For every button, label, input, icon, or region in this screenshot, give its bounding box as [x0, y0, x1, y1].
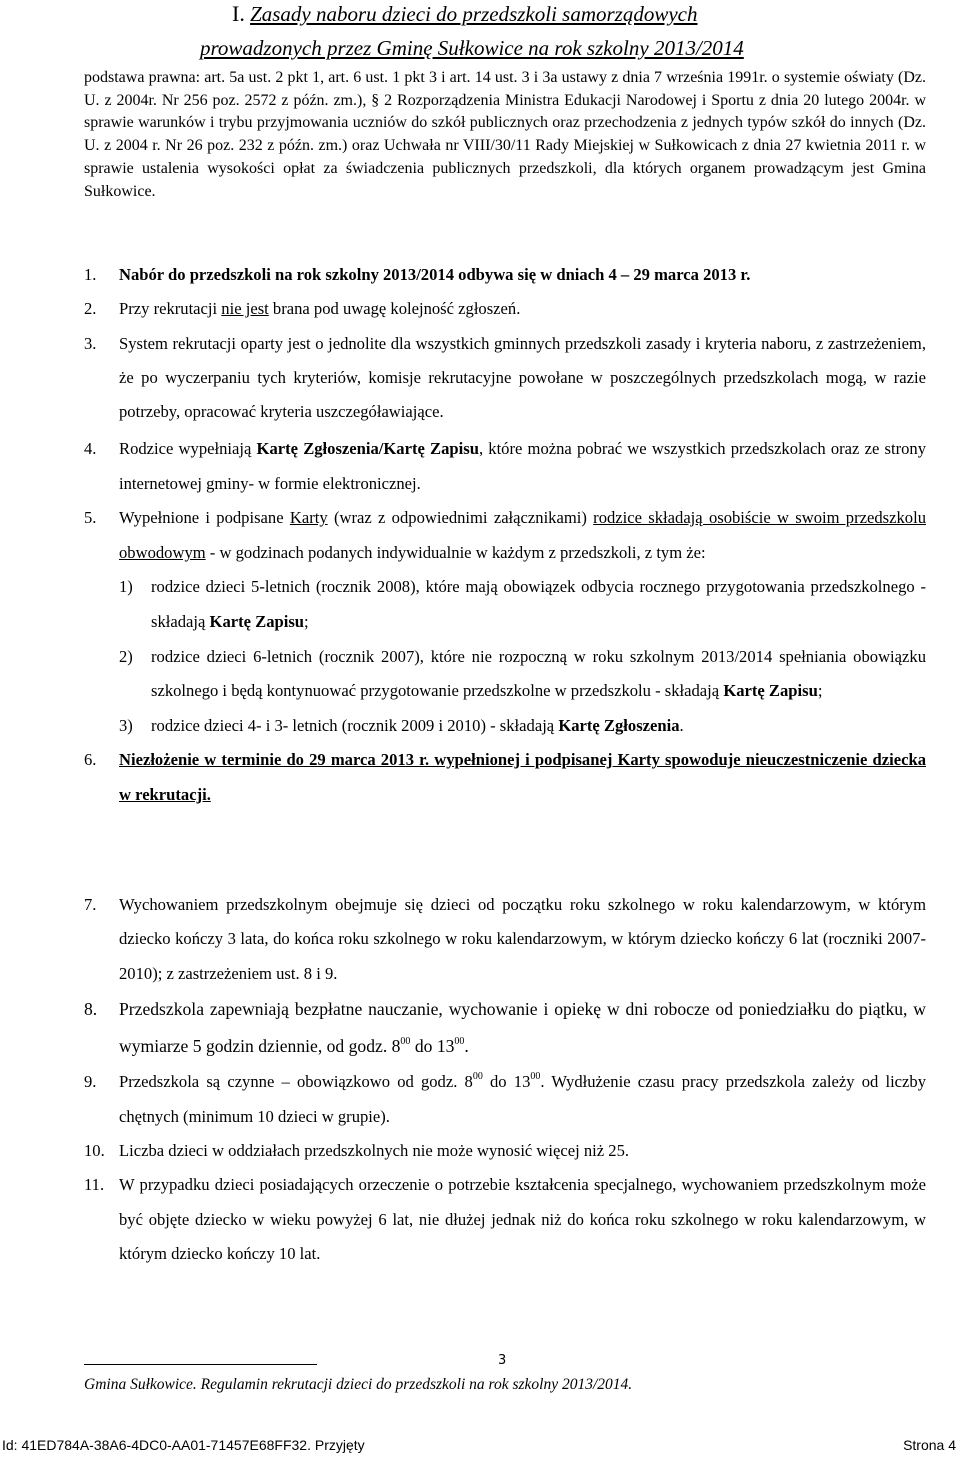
- legal-basis: podstawa prawna: art. 5a ust. 2 pkt 1, art. 6 ust. 1 pkt 3 i art. 14 ust. 3 i 3a ustawy z dnia 7 września 1991r. o systemie oświaty (Dz. U. z 2004r. Nr 256 poz. 2572 z późn. zm.), § 2 Rozporządzenia Ministra Edukacji Narodowej i Sportu z dnia 20 lutego 2004r. w sprawie warunków i trybu przyjmowania uczniów do szkół publicznych oraz przechodzenia z jednych typów szkół do innych (Dz. U. z 2004 r. Nr 26 poz. 232 z późn. zm.) oraz Uchwała nr VIII/30/11 Rady Miejskiej w Sułkowicach z dnia 27 kwietnia 2011 r. w sprawie ustalenia wysokości opłat za świadczenia publicznych przedszkoli, dla których organem prowadzącym jest Gmina Sułkowice.: [84, 69, 926, 200]
- rule-number: 7.: [84, 895, 97, 914]
- rule-9: 9. Przedszkola są czynne – obowiązkowo od godz. $8^{00}$ do $13^{00}$. Wydłużenie czasu pracy przedszkola zależy od liczby chętnych (minimum 10 dzieci w grupie).: [84, 1065, 926, 1134]
- sub-number: 1): [119, 577, 133, 597]
- rule-text: Wychowaniem przedszkolnym obejmuje się dzieci od początku roku szkolnego w roku kalendarzowym, w którym dziecko kończy 3 lata, do końca roku szkolnego w roku kalendarzowym, w którym dziecko kończy 6 lat (roczniki 2007-2010); z zastrzeżeniem ust. 8 i 9.: [119, 895, 926, 983]
- sub-number: 3): [119, 715, 133, 735]
- rule-3: [84, 327, 926, 430]
- rule-5-sub-1: 1) rodzice dzieci 5-letnich (rocznik 2008), które mają obowiązek odbycia rocznego przygotowania przedszkolnego - składają Kartę Zapisu;: [84, 570, 926, 639]
- rule-1: [84, 258, 926, 292]
- rule-number: 11.: [84, 1175, 105, 1195]
- rule-number: 9.: [84, 1072, 97, 1092]
- rule-5-sub-3: 3) rodzice dzieci 4- i 3- letnich (rocznik 2009 i 2010) - składają Kartę Zgłoszenia.: [84, 709, 926, 744]
- document-id: Id: 41ED784A-38A6-4DC0-AA01-71457E68FF32. Przyjęty: [2, 1437, 365, 1453]
- section-numeral: I.: [232, 1, 245, 26]
- submission-rule: rodzice składają osobiście w swoim przedszkolu obwodowym: [119, 508, 926, 562]
- page-number: 3: [498, 1353, 507, 1368]
- rule-number: 1.: [84, 265, 97, 284]
- footer-text: Gmina Sułkowice. Regulamin rekrutacji dzieci do przedszkoli na rok szkolny 2013/2014.: [84, 1376, 633, 1393]
- rule-11: [84, 1168, 926, 1271]
- emphasis-not: nie jest: [221, 299, 269, 319]
- card-name: Kartę Zgłoszenia/Kartę Zapisu: [256, 439, 479, 458]
- rule-number: 10.: [84, 1141, 105, 1161]
- rule-text: W przypadku dzieci posiadających orzeczenie o potrzebie kształcenia specjalnego, wychowaniem przedszkolnym może być objęte dziecko w wieku powyżej 6 lat, nie dłużej jednak niż do końca roku szkolnego w roku kalendarzowym, w którym dziecko kończy 10 lat.: [119, 1175, 926, 1264]
- rule-4: 4. Rodzice wypełniają Kartę Zgłoszenia/Kartę Zapisu, które można pobrać we wszystkich przedszkolach oraz ze strony internetowej gminy- w formie elektronicznej.: [84, 432, 926, 501]
- cards-word: Karty: [289, 508, 328, 528]
- rule-number: 2.: [84, 299, 97, 319]
- rule-7: [84, 888, 926, 991]
- rule-8: 8. Przedszkola zapewniają bezpłatne nauczanie, wychowanie i opiekę w dni robocze od poniedziałku do piątku, w wymiarze 5 godzin dziennie, od godz. $8^{00}$ do $13^{00}$.: [84, 991, 926, 1065]
- rule-5: 5. Wypełnione i podpisane Karty (wraz z odpowiednimi załącznikami) rodzice składają osobiście w swoim przedszkolu obwodowym - w godzinach podanych indywidualnie w każdym z przedszkoli, z tym że:: [84, 501, 926, 570]
- footer-divider: [84, 1364, 317, 1365]
- rule-number: 6.: [84, 750, 97, 770]
- rule-text: System rekrutacji oparty jest o jednolite dla wszystkich gminnych przedszkoli zasady i kryteria naboru, z zastrzeżeniem, że po wyczerpaniu tych kryteriów, komisje rekrutacyjne powołane w poszczególnych przedszkolach mogą, w razie potrzeby, opracować kryteria uszczegóławiające.: [119, 333, 926, 422]
- sub-number: 2): [119, 646, 133, 666]
- rule-number: 5.: [84, 508, 97, 528]
- rule-text: Nabór do przedszkoli na rok szkolny 2013/2014 odbywa się w dniach 4 – 29 marca 2013 r.: [119, 265, 751, 284]
- section-title: [232, 0, 698, 28]
- title-line-1: Zasady naboru dzieci do przedszkoli samorządowych: [250, 2, 698, 26]
- rule-number: 3.: [84, 333, 97, 353]
- title-line-2: prowadzonych przez Gminę Sułkowice na rok szkolny 2013/2014: [200, 36, 744, 60]
- rule-2: 2. Przy rekrutacji nie jest brana pod uwagę kolejność zgłoszeń.: [84, 292, 926, 326]
- document-page-label: Strona 4: [903, 1437, 956, 1453]
- rule-text: Liczba dzieci w oddziałach przedszkolnych nie może wynosić więcej niż 25.: [119, 1141, 630, 1161]
- rule-text: Niezłożenie w terminie do 29 marca 2013 r. wypełnionej i podpisanej Karty spowoduje nieuczestniczenie dziecka w rekrutacji.: [119, 750, 926, 804]
- rules-list-a: [84, 258, 926, 429]
- rules-list-b: [84, 432, 926, 813]
- rule-number: 8.: [84, 999, 98, 1020]
- rule-6: [84, 743, 926, 812]
- rule-number: 4.: [84, 439, 97, 458]
- rules-list-c: [84, 888, 926, 1272]
- rule-5-sub-2: 2) rodzice dzieci 6-letnich (rocznik 2007), które nie rozpoczną w roku szkolnym 2013/2014 spełniania obowiązku szkolnego i będą kontynuować przygotowanie przedszkolne w przedszkolu - składają Kartę Zapisu;: [84, 640, 926, 709]
- rule-10: [84, 1134, 926, 1168]
